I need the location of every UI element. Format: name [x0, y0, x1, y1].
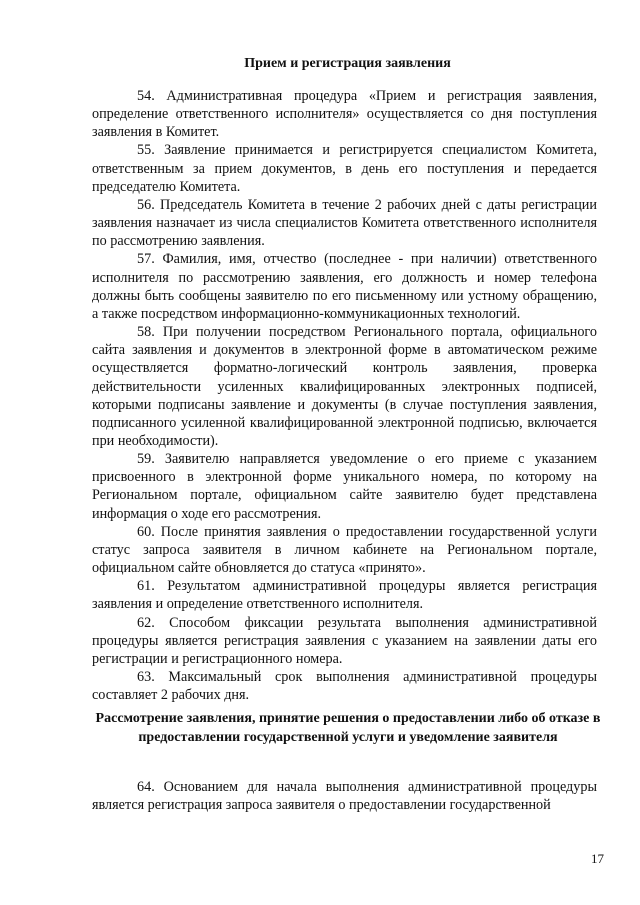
page-number: 17	[591, 851, 604, 866]
section-body-reception	[92, 87, 597, 704]
paragraph-54: 54. Административная процедура «Прием и регистрация заявления, определение ответственного исполнителя» осуществляется со дня поступления заявления в Комитет.	[92, 88, 597, 141]
section-heading-review: Рассмотрение заявления, принятие решения о предоставлении либо об отказе в предоставлении государственной услуги и уведомление заявителя	[95, 711, 601, 745]
paragraph-59: 59. Заявителю направляется уведомление о его приеме с указанием присвоенного в электронной форме уникального номера, по которому на Региональном портале, официальном сайте заявителю будет представлена информация о ходе его рассмотрения.	[92, 451, 597, 522]
paragraph-60: 60. После принятия заявления о предоставлении государственной услуги статус запроса заявителя в личном кабинете на Региональном портале, официальном сайте обновляется до статуса «принято».	[92, 523, 597, 577]
section-body-review	[92, 778, 597, 814]
paragraph-64: 64. Основанием для начала выполнения административной процедуры является регистрация запроса заявителя о предоставлении государственной	[92, 779, 597, 814]
section-heading-reception: Прием и регистрация заявления	[244, 56, 451, 71]
paragraph-63: 63. Максимальный срок выполнения административной процедуры составляет 2 рабочих дня.	[92, 669, 597, 704]
paragraph-61: 61. Результатом административной процедуры является регистрация заявления и определение ответственного исполнителя.	[92, 578, 597, 613]
paragraph-62: 62. Способом фиксации результата выполнения административной процедуры является регистрация заявления с указанием на заявлении даты его регистрации и регистрационного номера.	[92, 614, 597, 667]
paragraph-55: 55. Заявление принимается и регистрируется специалистом Комитета, ответственным за прием документов, в день его поступления и передается председателю Комитета.	[92, 142, 597, 195]
paragraph-57: 57. Фамилия, имя, отчество (последнее - при наличии) ответственного исполнителя по рассмотрению заявления, его должность и номер телефона должны быть сообщены заявителю по его письменному или устному обращению, а также посредством информационно-коммуникационных технологий.	[92, 251, 597, 322]
paragraph-58: 58. При получении посредством Регионального портала, официального сайта заявления и документов в электронной форме в автоматическом режиме осуществляется форматно-логический контроль заявления, проверка действительности усиленных квалифицированных электронных подписей, которыми подписаны заявление и документы (в случае поступления заявления, подписанного усиленной квалифицированной электронной подписью, включается при необходимости).	[92, 324, 597, 449]
paragraph-56: 56. Председатель Комитета в течение 2 рабочих дней с даты регистрации заявления назначает из числа специалистов Комитета ответственного исполнителя по рассмотрению заявления.	[92, 196, 597, 250]
